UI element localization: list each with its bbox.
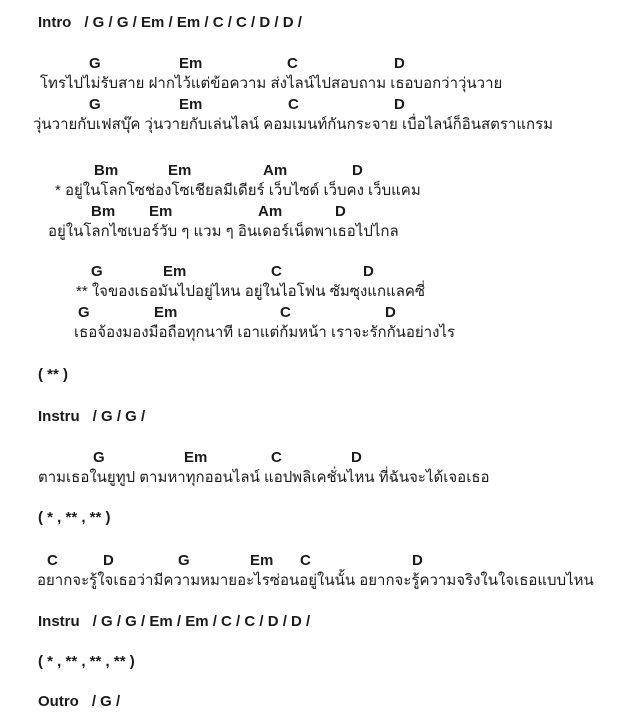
chord-label: G [93,449,105,466]
chord-line [0,203,620,221]
chord-label: Bm [91,203,116,220]
section-label: ( * , ** , ** , ** ) [38,653,135,670]
chord-label: G [89,96,101,113]
chord-line [0,96,620,114]
chord-label: C [280,304,291,321]
section-heading [38,613,310,632]
chord-line [0,449,620,467]
lyric-text: โทรไปไม่รับสาย ฝากไว้แต่ข้อความ ส่งไลน์ไปสอบถาม เธอบอกว่าวุ่นวาย [40,75,503,92]
chord-label: C [47,552,58,569]
chord-label: D [351,449,362,466]
lyric-text: เธอจ้องมองมือถือทุกนาที เอาแต่ก้มหน้า เราจะรักกันอย่างไร [74,324,456,341]
chord-line [0,162,620,180]
chord-label: Bm [94,162,119,179]
chord-label: C [300,552,311,569]
section-label: Instru [38,613,80,630]
lyric-line [76,283,425,302]
section-chord-progression: / G / G / Em / Em / C / C / D / D / [92,613,311,630]
chord-label: C [288,96,299,113]
chord-label: D [363,263,374,280]
chord-label: C [287,55,298,72]
chord-label: C [271,263,282,280]
chord-line [0,304,620,322]
chord-label: D [385,304,396,321]
chord-label: D [352,162,363,179]
section-label: Instru [38,408,80,425]
lyric-line [48,223,399,242]
chord-line [0,552,620,570]
section-heading [38,408,145,427]
lyric-text: ตามเธอในยูทูป ตามหาทุกออนไลน์ แอปพลิเคชั่นไหน ที่ฉันจะได้เจอเธอ [38,469,490,486]
chord-label: D [394,96,405,113]
section-chord-progression: / G / [91,693,121,710]
chord-label: Em [149,203,173,220]
lyric-text: อยู่ในโลกไซเบอร์วับ ๆ แวม ๆ อินเดอร์เน็ดพาเธอไปไกล [48,223,399,240]
section-label: ( ** ) [38,366,68,383]
chord-label: Em [163,263,187,280]
chord-label: Em [184,449,208,466]
lyric-text: ** ใจของเธอมันไปอยู่ไหน อยู่ในไอโฟน ซัมซุงแกแลคซี่ [76,283,426,300]
chord-label: G [78,304,90,321]
chord-label: Am [258,203,283,220]
section-chord-progression: / G / G / Em / Em / C / C / D / D / [84,14,302,31]
section-chord-progression: / G / G / [92,408,146,425]
lyric-text: วุ่นวายกับเฟสบุ๊ค วุ่นวายกับเล่นไลน์ คอมเมนท์กันกระจาย เบื่อไลน์ก็อินสตราแกรม [33,116,554,133]
chord-line [0,263,620,281]
chord-label: Em [179,96,203,113]
lyric-text: * อยู่ในโลกโซช่องโซเชียลมีเดียร์ เว็บไซด์ เว็บคง เว็บแคม [55,182,421,199]
section-heading [38,14,302,33]
section-heading [38,653,135,672]
section-heading [38,366,68,385]
chord-label: C [271,449,282,466]
chord-label: Am [263,162,288,179]
chord-label: Em [154,304,178,321]
chord-label: G [178,552,190,569]
chord-line [0,55,620,73]
chord-label: D [335,203,346,220]
lyric-line [74,324,455,343]
lyric-line [33,116,553,135]
lyric-line [38,469,489,488]
section-label: Intro [38,14,72,31]
lyric-line [55,182,421,201]
chord-label: Em [168,162,192,179]
chord-label: D [394,55,405,72]
lyric-line [37,572,594,591]
chord-label: Em [250,552,274,569]
chord-label: G [89,55,101,72]
section-label: ( * , ** , ** ) [38,509,111,526]
chord-label: D [103,552,114,569]
chord-label: G [91,263,103,280]
chord-label: Em [179,55,203,72]
section-label: Outro [38,693,79,710]
section-heading [38,509,111,528]
chord-label: D [412,552,423,569]
lyric-text: อยากจะรู้ใจเธอว่ามีความหมายอะไรซ่อนอยู่ในนั้น อยากจะรู้ความจริงในใจเธอแบบไหน [37,572,594,589]
section-heading [38,693,120,712]
lyric-line [40,75,502,94]
